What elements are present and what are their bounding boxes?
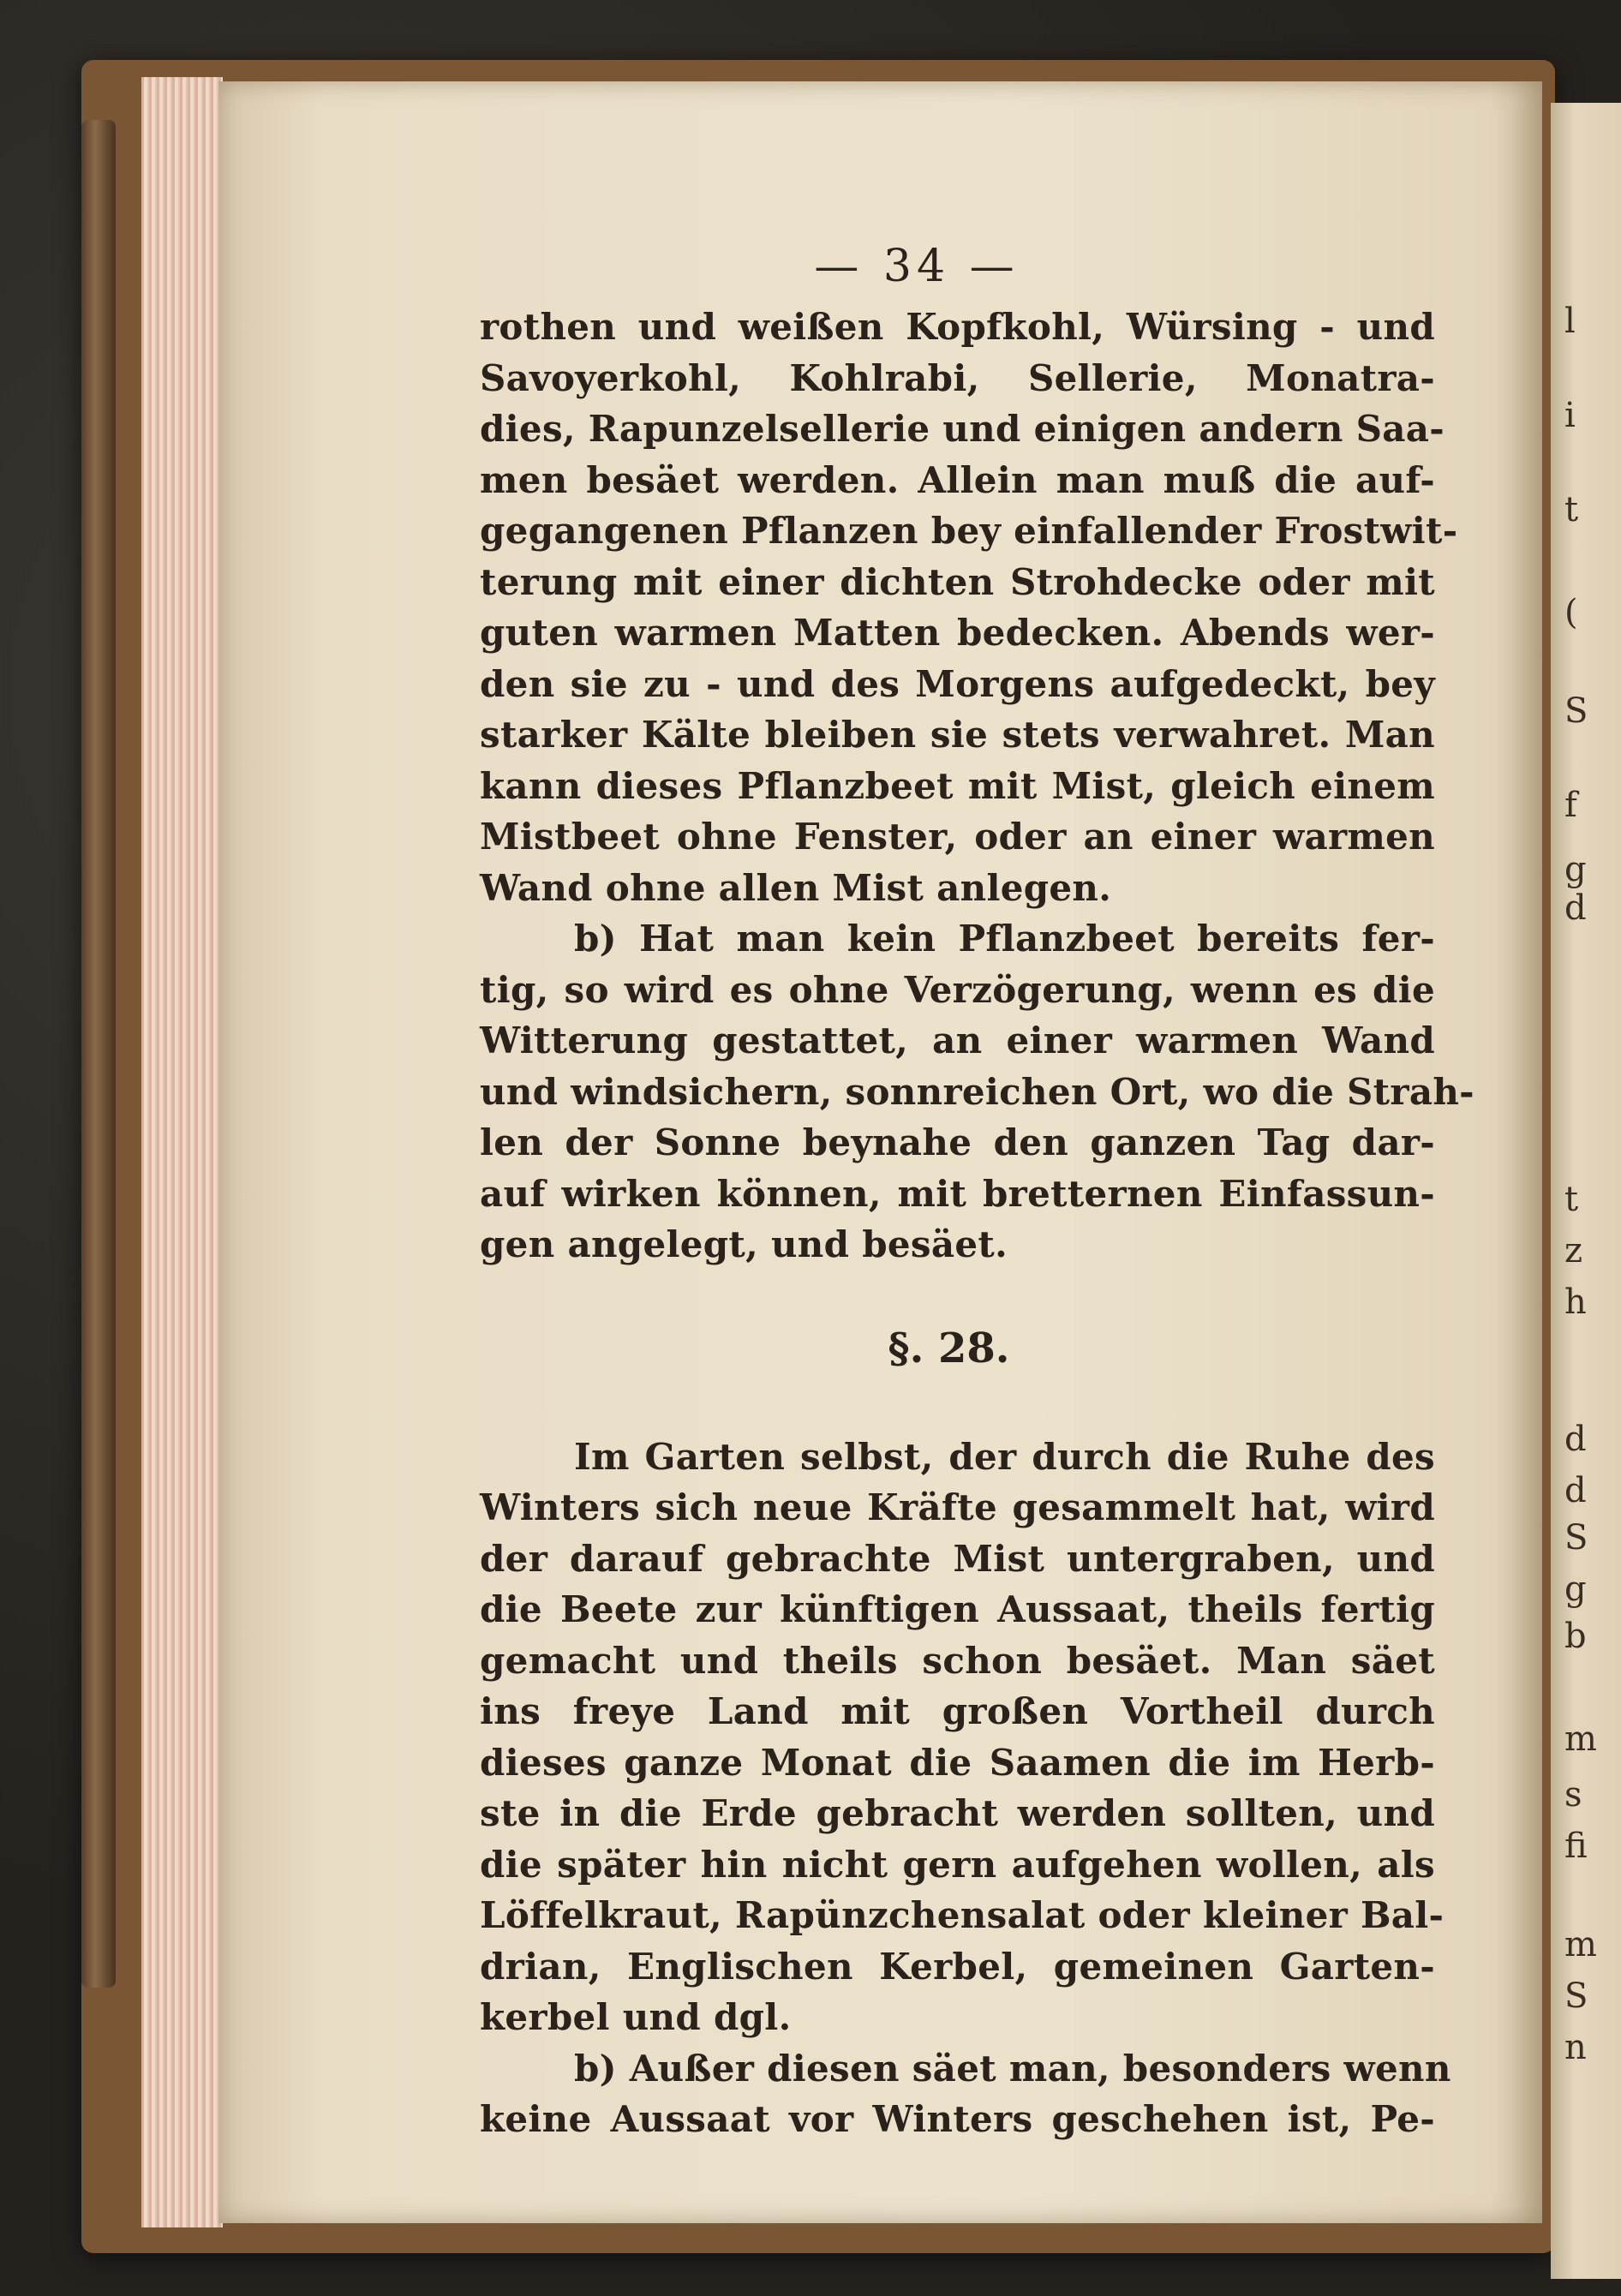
facing-page-fragment: fi xyxy=(1564,1827,1588,1866)
facing-page-fragment: l xyxy=(1564,302,1576,341)
facing-page-fragment: i xyxy=(1564,396,1576,435)
text-line: keine Aussaat vor Winters geschehen ist, Pe- xyxy=(480,2098,1435,2140)
text-line: dieses ganze Monat die Saamen die im Herb- xyxy=(480,1741,1435,1784)
facing-page-fragment: b xyxy=(1564,1617,1587,1656)
facing-page-fragment: n xyxy=(1564,2028,1587,2067)
page-edges xyxy=(141,77,223,2227)
text-line: dies, Rapunzelsellerie und einigen andern Saa- xyxy=(480,408,1445,450)
text-line: den sie zu - und des Morgens aufgedeckt, bey xyxy=(480,662,1435,705)
spacer xyxy=(480,1378,1435,1432)
facing-page-fragment: d xyxy=(1564,888,1587,928)
facing-page-fragment: h xyxy=(1564,1283,1587,1322)
spacer xyxy=(480,1271,1435,1318)
text-line: b) Hat man kein Pflanzbeet bereits fer- xyxy=(574,918,1435,960)
paragraph-3 xyxy=(480,1432,1445,2043)
text-line: terung mit einer dichten Strohdecke oder mit xyxy=(480,560,1435,603)
facing-page-fragment: m xyxy=(1564,1925,1597,1964)
facing-page-fragment: m xyxy=(1564,1719,1597,1759)
page-text xyxy=(480,231,1474,2145)
facing-page-fragment: g xyxy=(1564,850,1587,889)
text-line: und windsichern, sonnreichen Ort, wo die Strah- xyxy=(480,1070,1474,1113)
text-line: men besäet werden. Allein man muß die auf- xyxy=(480,458,1435,501)
text-line: Im Garten selbst, der durch die Ruhe des xyxy=(574,1435,1435,1478)
text-line: guten warmen Matten bedecken. Abends wer- xyxy=(480,612,1435,654)
text-line: tig, so wird es ohne Verzögerung, wenn es die xyxy=(480,968,1435,1011)
facing-page xyxy=(1551,103,1621,2279)
page-number: — 34 — xyxy=(814,241,1020,292)
text-line: starker Kälte bleiben sie stets verwahret. Man xyxy=(480,714,1435,756)
text-line: gegangenen Pflanzen bey einfallender Frostwit- xyxy=(480,510,1458,552)
paragraph-2 xyxy=(480,913,1474,1271)
text-line: Winters sich neue Kräfte gesammelt hat, wird xyxy=(480,1486,1435,1528)
facing-page-fragment: z xyxy=(1564,1231,1583,1271)
text-line: die später hin nicht gern aufgehen wollen, als xyxy=(480,1843,1435,1886)
text-line: kann dieses Pflanzbeet mit Mist, gleich einem xyxy=(480,764,1435,807)
text-line: rothen und weißen Kopfkohl, Würsing - und xyxy=(480,306,1435,348)
text-line: ins freye Land mit großen Vortheil durch xyxy=(480,1690,1435,1732)
text-line: Wand ohne allen Mist anlegen. xyxy=(480,866,1112,909)
text-line: gen angelegt, und besäet. xyxy=(480,1223,1008,1265)
facing-page-fragment: d xyxy=(1564,1471,1587,1510)
facing-page-fragment: t xyxy=(1564,1180,1579,1219)
facing-page-fragment: S xyxy=(1564,1976,1588,2016)
paragraph-1 xyxy=(480,302,1458,913)
facing-page-fragment: S xyxy=(1564,691,1588,731)
facing-page-fragment: d xyxy=(1564,1420,1587,1459)
text-line: Savoyerkohl, Kohlrabi, Sellerie, Monatra- xyxy=(480,356,1435,399)
text-line: ste in die Erde gebracht werden sollten, und xyxy=(480,1792,1435,1834)
facing-page-fragment: s xyxy=(1564,1775,1582,1815)
section-heading: §. 28. xyxy=(888,1324,1010,1372)
text-line: die Beete zur künftigen Aussaat, theils fertig xyxy=(480,1588,1435,1630)
text-line: auf wirken können, mit bretternen Einfassun- xyxy=(480,1172,1435,1215)
text-line: Mistbeet ohne Fenster, oder an einer warmen xyxy=(480,816,1435,858)
facing-page-fragment: ( xyxy=(1564,593,1578,632)
text-line: kerbel und dgl. xyxy=(480,1996,792,2038)
text-line: gemacht und theils schon besäet. Man säet xyxy=(480,1639,1435,1682)
text-line: len der Sonne beynahe den ganzen Tag dar- xyxy=(480,1121,1435,1163)
text-line: b) Außer diesen säet man, besonders wenn xyxy=(574,2047,1451,2090)
text-line: der darauf gebrachte Mist untergraben, und xyxy=(480,1537,1435,1580)
facing-page-fragment: f xyxy=(1564,786,1577,825)
text-line: Witterung gestattet, an einer warmen Wand xyxy=(480,1019,1435,1061)
text-line: Löffelkraut, Rapünzchensalat oder kleiner Bal- xyxy=(480,1894,1445,1936)
facing-page-fragment: g xyxy=(1564,1570,1587,1609)
book-spine xyxy=(81,120,116,1988)
text-line: drian, Englischen Kerbel, gemeinen Garten- xyxy=(480,1945,1435,1988)
facing-page-fragment: S xyxy=(1564,1518,1588,1558)
facing-page-fragment: t xyxy=(1564,490,1579,529)
paragraph-4 xyxy=(480,2043,1451,2145)
